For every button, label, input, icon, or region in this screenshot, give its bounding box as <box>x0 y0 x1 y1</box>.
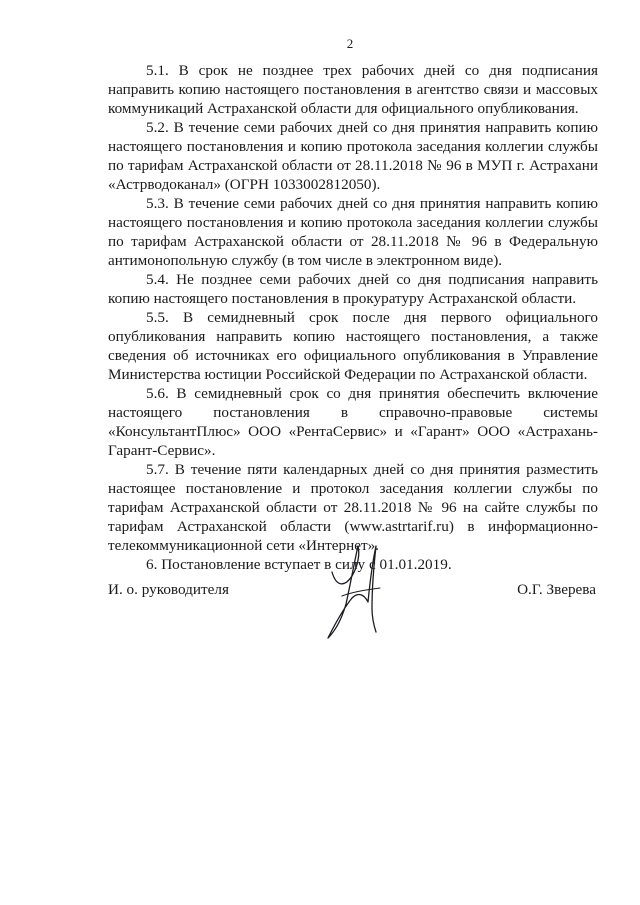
paragraph-6: 6. Постановление вступает в силу с 01.01.2019. <box>146 556 452 573</box>
signatory-name: О.Г. Зверева <box>517 581 596 598</box>
paragraph-5-3: 5.3. В течение семи рабочих дней со дня принятия направить копию настоящего постановления и копию протокола заседания коллегии службы по тарифам Астраханской области от 28.11.2018 № 96 в Федеральную антимонопольную службу (в том числе в электронном виде). <box>108 195 598 269</box>
paragraph-5-4: 5.4. Не позднее семи рабочих дней со дня подписания направить копию настоящего постановления в прокуратуру Астраханской области. <box>108 271 598 307</box>
paragraph-5-2: 5.2. В течение семи рабочих дней со дня принятия направить копию настоящего постановления и копию протокола заседания коллегии службы по тарифам Астраханской области от 28.11.2018 № 96 в МУП г. Астрахани «Астрводоканал» (ОГРН 1033002812050). <box>108 119 598 193</box>
paragraph-5-1: 5.1. В срок не позднее трех рабочих дней со дня подписания направить копию настоящего постановления в агентство связи и массовых коммуникаций Астраханской области для официального опубликования. <box>108 62 598 117</box>
paragraph-5-6: 5.6. В семидневный срок со дня принятия обеспечить включение настоящего постановления в справочно-правовые системы «КонсультантПлюс» ООО «РентаСервис» и «Гарант» ООО «Астрахань-Гарант-Сервис». <box>108 385 598 459</box>
paragraph-5-5: 5.5. В семидневный срок после дня первого официального опубликования направить копию настоящего постановления, а также сведения об источниках его официального опубликования в Управление Министерства юстиции Российской Федерации по Астраханской области. <box>108 309 598 383</box>
document-body <box>108 61 598 574</box>
handwritten-signature <box>322 542 384 642</box>
page-number: 2 <box>346 36 354 51</box>
paragraph-5-7: 5.7. В течение пяти календарных дней со дня принятия разместить настоящее постановление и протокол заседания коллегии службы по тарифам Астраханской области от 28.11.2018 № 96 на сайте службы по тарифам Астраханской области (www.astrtarif.ru) в информационно-телекоммуникационной сети «Интернет». <box>108 461 598 554</box>
signatory-position: И. о. руководителя <box>108 581 229 598</box>
